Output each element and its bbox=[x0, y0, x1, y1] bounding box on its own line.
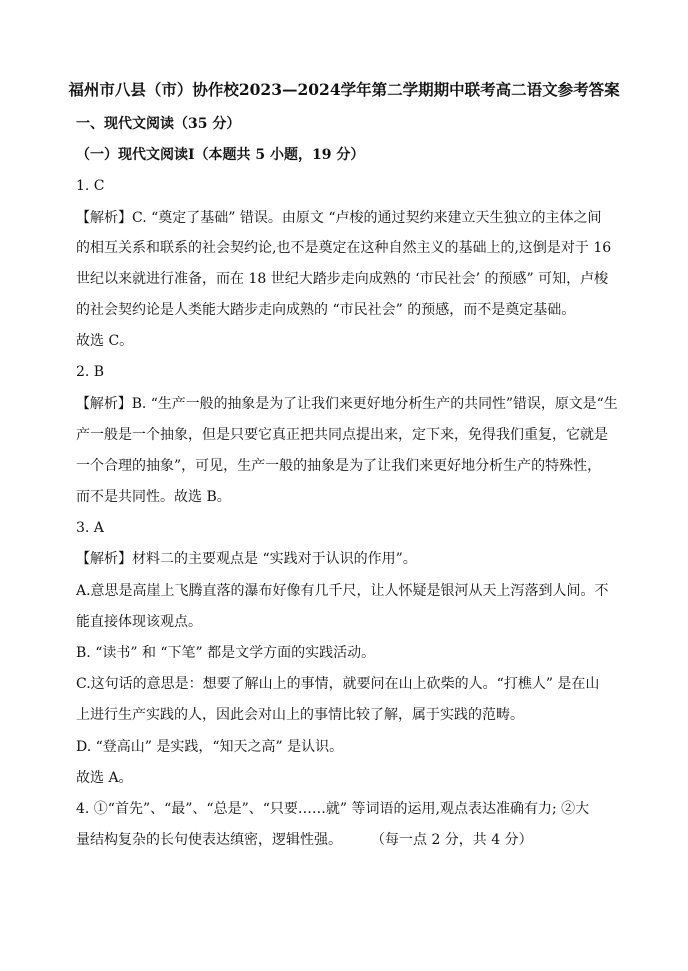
section-heading-modern-reading: 一、现代文阅读（35 分） bbox=[76, 116, 241, 132]
q3-analysis-line: A.意思是高崖上飞腾直落的瀑布好像有几千尺，让人怀疑是银河从天上泻落到人间。不 bbox=[76, 583, 609, 599]
q1-conclusion: 故选 C。 bbox=[76, 333, 134, 349]
q3-analysis-line: 能直接体现该观点。 bbox=[76, 614, 202, 630]
q4-answer-line: 4. ①“首先”、“最”、“总是”、“只要……就” 等词语的运用,观点表达准确有力; ②大 bbox=[76, 801, 590, 817]
q2-analysis-line: 产一般是一个抽象，但是只要它真正把共同点提出来，定下来，免得我们重复，它就是 bbox=[76, 427, 608, 443]
q2-answer: 2. B bbox=[76, 364, 105, 380]
q2-analysis-line: 【解析】B. “生产一般的抽象是为了让我们来更好地分析生产的共同性”错误，原文是“生 bbox=[76, 396, 618, 412]
q3-analysis-line: 【解析】材料二的主要观点是 “实践对于认识的作用”。 bbox=[76, 551, 417, 567]
q1-analysis-line: 的相互关系和联系的社会契约论,也不是奠定在这种自然主义的基础上的,这倒是对于 16 bbox=[76, 240, 612, 256]
q1-analysis-line: 世纪以来就进行准备，而在 18 世纪大踏步走向成熟的 ‘市民社会’ 的预感” 可知，卢梭 bbox=[76, 271, 609, 287]
q1-analysis-line: 【解析】C. “奠定了基础” 错误。由原文 “卢梭的通过契约来建立天生独立的主体之间 bbox=[76, 210, 602, 226]
q2-analysis-line: 而不是共同性。故选 B。 bbox=[76, 489, 231, 505]
q2-analysis-line: 一个合理的抽象”，可见，生产一般的抽象是为了让我们来更好地分析生产的特殊性， bbox=[76, 458, 602, 474]
q1-answer: 1. C bbox=[76, 178, 105, 194]
q3-analysis-line: D. “登高山” 是实践，“知天之高” 是认识。 bbox=[76, 739, 344, 755]
page-title: 福州市八县（市）协作校2023—2024学年第二学期期中联考高二语文参考答案 bbox=[68, 80, 620, 99]
q3-analysis-line: 上进行生产实践的人，因此会对山上的事情比较了解，属于实践的范畴。 bbox=[76, 707, 524, 723]
q4-answer-text: 量结构复杂的长句使表达缜密，逻辑性强。 bbox=[76, 832, 342, 848]
q4-score-note: （每一点 2 分，共 4 分） bbox=[378, 832, 533, 848]
q3-analysis-line: C.这句话的意思是：想要了解山上的事情，就要问在山上砍柴的人。“打樵人” 是在山 bbox=[76, 676, 600, 692]
q4-answer-line bbox=[76, 830, 533, 850]
q3-answer: 3. A bbox=[76, 520, 104, 536]
subsection-heading-reading-1: （一）现代文阅读Ⅰ（本题共 5 小题，19 分） bbox=[76, 147, 365, 163]
q1-analysis-line: 的社会契约论是人类能大踏步走向成熟的 “市民社会” 的预感，而不是奠定基础。 bbox=[76, 302, 576, 318]
q3-conclusion: 故选 A。 bbox=[76, 770, 133, 786]
q3-analysis-line: B. “读书” 和 “下笔” 都是文学方面的实践活动。 bbox=[76, 645, 376, 661]
